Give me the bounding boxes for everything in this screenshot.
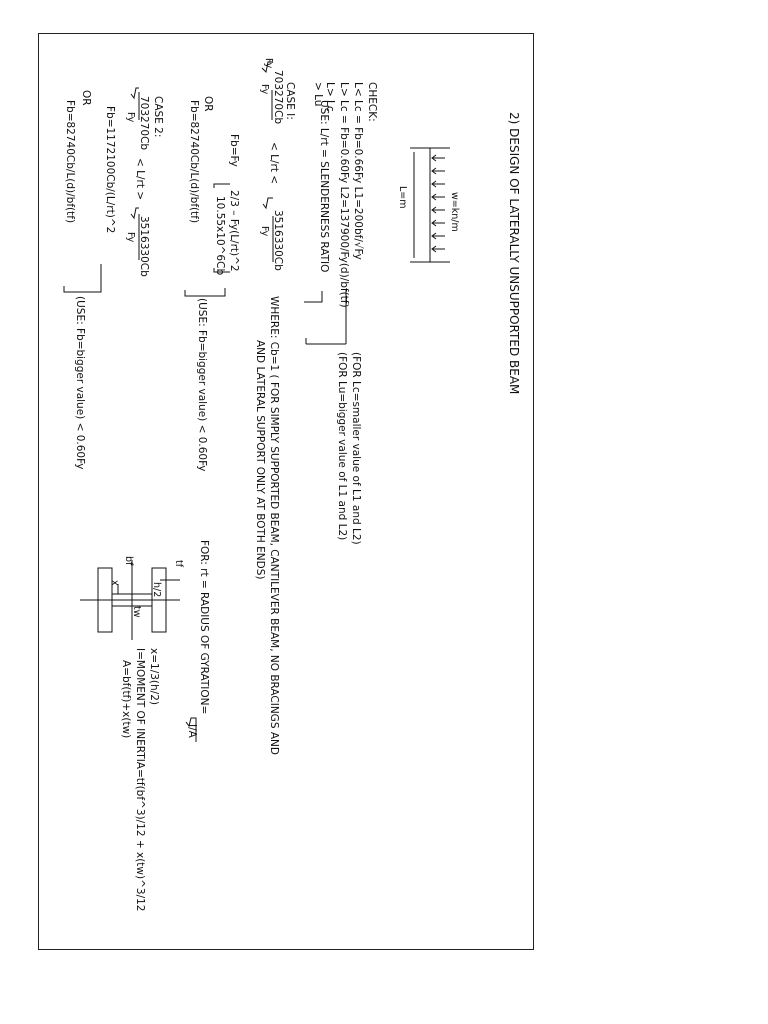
beam-diagram xyxy=(410,148,450,262)
label-tw: tw xyxy=(131,606,142,618)
case1-left-numerator: 703270Cb xyxy=(272,70,284,125)
i-section-diagram xyxy=(80,560,180,640)
case1-heading: CASE I: xyxy=(284,82,296,120)
case1-fb-denominator: 10.55x10^6Cb xyxy=(214,196,226,276)
moment-of-inertia-equation: I=MOMENT OF INERTIA=tf(bf^3)/12 + x(tw)^3/12 xyxy=(134,648,146,912)
case2-inequality-middle: < L/rt > xyxy=(134,158,146,201)
case1-where-cont: AND LATERAL SUPPORT ONLY AT BOTH ENDS) xyxy=(254,340,266,580)
case2-right-numerator: 3516330Cb xyxy=(138,216,150,277)
rt-definition: FOR: rt = RADIUS OF GYRATION= xyxy=(198,540,210,715)
check-line-3b: > Lu xyxy=(312,82,324,107)
case2-use: (USE: Fb=bigger value) < 0.60Fy xyxy=(74,296,86,470)
check-line-2: L> Lc = Fb=0.60Fy L2=137900/Fy(d)/bf(tf) xyxy=(338,82,350,308)
page-title: 2) DESIGN OF LATERALLY UNSUPPORTED BEAM xyxy=(507,112,521,395)
case1-fb-bracket-expr: 2/3 – Fy(L/rt)^2 xyxy=(228,190,240,272)
check-use: USE: L/rt = SLENDERNESS RATIO xyxy=(318,100,330,273)
x-equation: x=1/3(h/2) xyxy=(148,648,160,705)
case2-or: OR xyxy=(80,90,92,106)
case1-fb-alt: Fb=82740Cb/L(d)/bf(tf) xyxy=(188,100,200,224)
case1-fb-bracket-top xyxy=(214,184,230,188)
area-equation: A=bf(tf)+x(tw) xyxy=(120,660,132,739)
case1-right-denominator: Fy xyxy=(259,226,270,237)
case2-left-denominator: Fy xyxy=(125,112,136,123)
rt-radical-expr: I/A xyxy=(186,724,198,738)
label-bf: bf xyxy=(123,556,134,566)
case2-fb-1: Fb=1172100Cb/(L/rt)^2 xyxy=(104,106,116,234)
case1-right-numerator: 3516330Cb xyxy=(272,210,284,271)
case2-right-denominator: Fy xyxy=(125,232,136,243)
label-h2: h/2 xyxy=(151,582,162,598)
load-arrows xyxy=(432,155,445,252)
case1-or: OR xyxy=(202,96,214,112)
case2-left-numerator: 703270Cb xyxy=(138,96,150,151)
case1-outer-fy: Fy xyxy=(263,58,274,69)
label-tf: tf xyxy=(173,560,184,568)
check-line-3a: L> Lc xyxy=(324,82,336,112)
case1-use-bracket xyxy=(185,288,225,296)
check-note-lc: (FOR Lc=smaller value of L1 and L2) xyxy=(350,352,362,545)
case1-left-denominator: Fy xyxy=(259,84,270,95)
case1-where: WHERE: Cb=1 ( FOR SIMPLY SUPPORTED BEAM, CANTILEVER BEAM, NO BRACINGS AND xyxy=(268,296,280,755)
check-note-lu: (FOR Lu=bigger value of L1 and L2) xyxy=(336,352,348,541)
case2-fb-2: Fb=82740Cb/L(d)/bf(tf) xyxy=(64,100,76,224)
span-label: L=m xyxy=(397,186,408,209)
case2-heading: CASE 2: xyxy=(152,96,164,138)
check-line-1: L< Lc = Fb=0.66Fy L1=200bf/√Fy xyxy=(352,82,364,260)
check-heading: CHECK: xyxy=(366,82,378,122)
case1-use: (USE: Fb=bigger value) < 0.60Fy xyxy=(196,298,208,472)
case1-fb-prefix: Fb=Fy xyxy=(228,134,240,167)
lc-bracket xyxy=(304,291,322,302)
case2-use-bracket xyxy=(64,264,101,292)
load-label: w=kn/m xyxy=(449,192,460,232)
case1-inequality-middle: < L/rt < xyxy=(268,142,280,185)
label-x: x xyxy=(109,580,120,586)
